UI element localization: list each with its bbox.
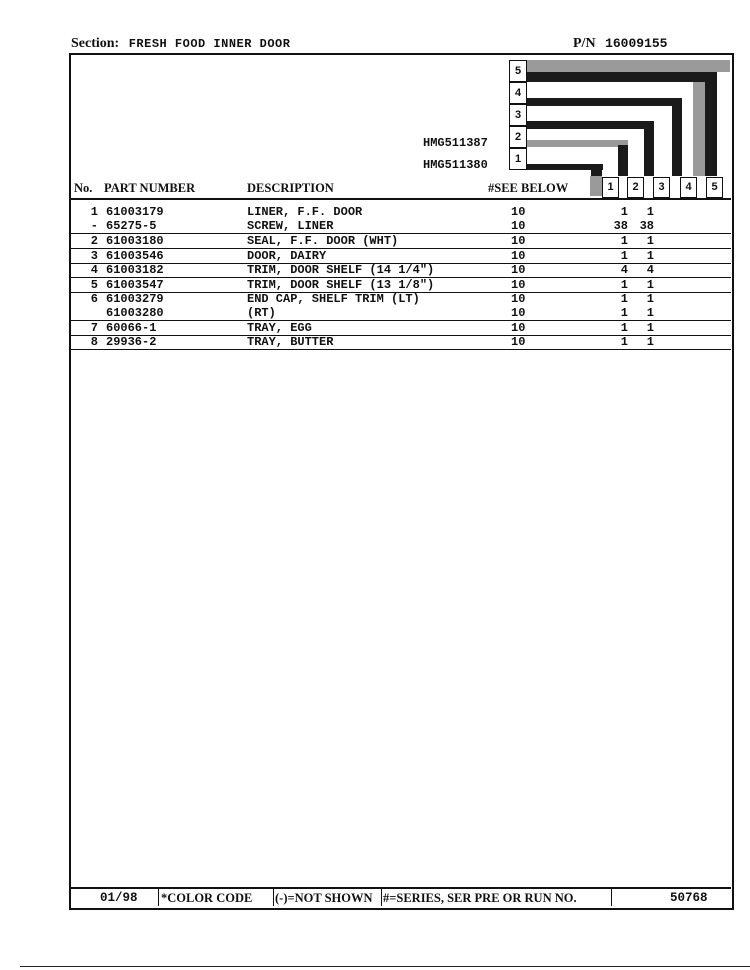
parts-row: [70, 205, 731, 219]
qty-model-1: 1: [620, 321, 628, 335]
column-header-part-number: PART NUMBER: [104, 181, 196, 195]
parts-row: [70, 321, 731, 336]
series: 10: [511, 278, 526, 292]
footer-not-shown: (-)=NOT SHOWN: [275, 891, 373, 905]
footer-date: 01/98: [100, 891, 138, 905]
stair-leg-3: [644, 121, 654, 176]
header-divider: [70, 198, 731, 200]
qty-model-2: 1: [646, 335, 654, 349]
qty-model-1: 1: [620, 335, 628, 349]
pn-label: P/N: [573, 36, 596, 51]
description: END CAP, SHELF TRIM (LT): [247, 292, 420, 306]
part-number: 61003179: [106, 205, 164, 219]
description: TRIM, DOOR SHELF (14 1/4"): [247, 263, 435, 277]
parts-row: [70, 306, 731, 321]
qty-model-2: 1: [646, 306, 654, 320]
stair-top-3: [525, 121, 653, 129]
qty-model-2: 1: [646, 234, 654, 248]
stair-shade-2: [525, 140, 628, 147]
qty-model-1: 1: [620, 278, 628, 292]
model-column-3: 3: [653, 177, 670, 198]
footer-divider: [611, 889, 612, 906]
model-box: 3: [509, 104, 527, 126]
footer-divider: [158, 889, 159, 906]
qty-model-2: 1: [646, 292, 654, 306]
series: 10: [511, 321, 526, 335]
column-header-description: DESCRIPTION: [247, 181, 334, 195]
series: 10: [511, 205, 526, 219]
parts-row: [70, 263, 731, 278]
footer-page-number: 50768: [670, 891, 708, 905]
stair-shade-5: [525, 60, 730, 72]
qty-model-2: 38: [639, 219, 654, 233]
description: LINER, F.F. DOOR: [247, 205, 363, 219]
section-header: [71, 36, 290, 52]
qty-model-2: 1: [646, 321, 654, 335]
description: TRAY, EGG: [247, 321, 312, 335]
part-number: 60066-1: [106, 321, 157, 335]
stair-leg-1: [591, 164, 602, 176]
part-number: 61003279: [106, 292, 164, 306]
stair-leg-4: [672, 98, 682, 176]
part-number: 61003546: [106, 249, 164, 263]
part-number-header: [573, 36, 667, 52]
qty-model-1: 1: [620, 234, 628, 248]
stair-top-5: [525, 72, 715, 82]
qty-model-1: 1: [620, 249, 628, 263]
model-box: 2: [509, 126, 527, 148]
part-number: 61003182: [106, 263, 164, 277]
description: TRIM, DOOR SHELF (13 1/8"): [247, 278, 435, 292]
description: SCREW, LINER: [247, 219, 334, 233]
item-no: 7: [90, 321, 98, 335]
column-header-series: #SEE BELOW: [488, 181, 569, 195]
parts-row: [70, 292, 731, 306]
item-no: -: [90, 219, 98, 233]
part-number: 65275-5: [106, 219, 157, 233]
stair-leg-2: [618, 145, 628, 176]
item-no: 8: [90, 335, 98, 349]
model-box: 4: [509, 82, 527, 104]
pn-value: 16009155: [605, 36, 668, 51]
footer-color-code: *COLOR CODE: [161, 891, 253, 905]
model-name-1: HMG511387: [423, 136, 488, 150]
section-value: FRESH FOOD INNER DOOR: [128, 37, 291, 51]
description: DOOR, DAIRY: [247, 249, 327, 263]
parts-row: [70, 278, 731, 293]
qty-model-1: 1: [620, 205, 628, 219]
item-no: 1: [90, 205, 98, 219]
page-bottom-rule: [20, 966, 750, 967]
model-column-4: 4: [680, 177, 697, 198]
qty-model-2: 4: [646, 263, 654, 277]
description: (RT): [247, 306, 276, 320]
parts-row: [70, 335, 731, 350]
model-column-2: 2: [627, 177, 644, 198]
model-box: 1: [509, 148, 527, 170]
item-no: 4: [90, 263, 98, 277]
stair-shade-1: [590, 176, 602, 196]
series: 10: [511, 292, 526, 306]
part-number: 61003180: [106, 234, 164, 248]
item-no: 2: [90, 234, 98, 248]
model-name-2: HMG511380: [423, 158, 488, 172]
model-column-1: 1: [602, 177, 619, 198]
page-footer: [70, 887, 731, 906]
series: 10: [511, 219, 526, 233]
footer-divider: [381, 889, 382, 906]
series: 10: [511, 335, 526, 349]
part-number: 61003547: [106, 278, 164, 292]
qty-model-1: 38: [613, 219, 628, 233]
description: TRAY, BUTTER: [247, 335, 334, 349]
part-number: 61003280: [106, 306, 164, 320]
stair-leg-5: [705, 72, 717, 176]
qty-model-1: 4: [620, 263, 628, 277]
parts-row: [70, 234, 731, 249]
parts-row: [70, 219, 731, 234]
section-label: Section:: [71, 36, 120, 51]
item-no: 5: [90, 278, 98, 292]
stair-top-4: [525, 98, 682, 106]
series: 10: [511, 263, 526, 277]
footer-series-note: #=SERIES, SER PRE OR RUN NO.: [383, 891, 577, 905]
item-no: 6: [90, 292, 98, 306]
series: 10: [511, 306, 526, 320]
stair-shade-4: [693, 82, 705, 176]
description: SEAL, F.F. DOOR (WHT): [247, 234, 399, 248]
part-number: 29936-2: [106, 335, 157, 349]
qty-model-2: 1: [646, 278, 654, 292]
series: 10: [511, 249, 526, 263]
parts-row: [70, 249, 731, 264]
item-no: 3: [90, 249, 98, 263]
model-box: 5: [509, 60, 527, 82]
qty-model-1: 1: [620, 306, 628, 320]
column-header-no: No.: [74, 181, 93, 195]
qty-model-2: 1: [646, 205, 654, 219]
footer-divider: [273, 889, 274, 906]
model-column-5: 5: [706, 177, 723, 198]
series: 10: [511, 234, 526, 248]
qty-model-2: 1: [646, 249, 654, 263]
qty-model-1: 1: [620, 292, 628, 306]
